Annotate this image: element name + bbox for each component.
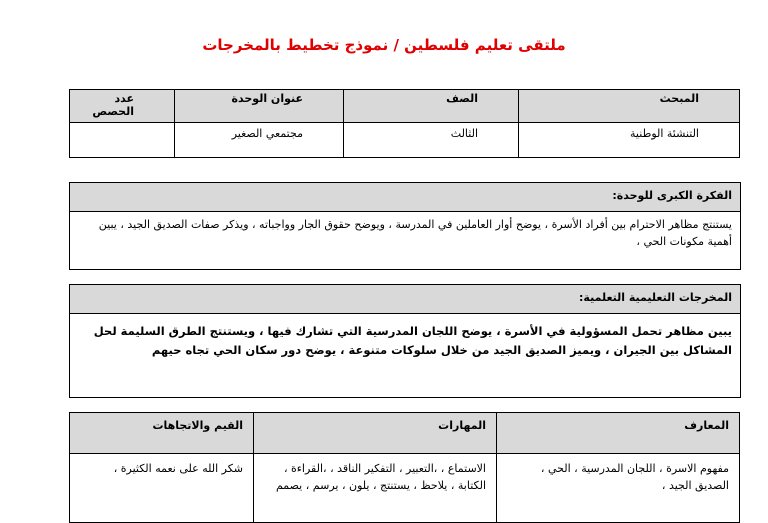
outcomes-text: يبين مظاهر تحمل المسؤولية في الأسرة ، يوضح اللجان المدرسية التي تشارك فيها ، ويستنتج الطرق السليمة لحل المشاكل بين الجيران ، ويميز الصديق الجيد من خلال سلوكات متنوعة ، يوضح دور سكان الحي تجاه حيهم bbox=[93, 324, 732, 357]
value-grade: الثالث bbox=[344, 123, 519, 158]
big-idea-text: يستنتج مظاهر الاحترام بين أفراد الأسرة ، يوضح أوار العاملين في المدرسة ، ويوضح حقوق الجار وواجباته ، ويذكر صفات الصديق الجيد ، يبين أهمية مكونات الحي ، bbox=[98, 218, 732, 248]
unit-info-table bbox=[69, 89, 740, 158]
value-unit-title: مجتمعي الصغير bbox=[175, 123, 344, 158]
outcomes-heading: المخرجات التعليمية التعلمية: bbox=[70, 285, 740, 314]
value-skills: الاستماع ، ،التعبير ، التفكير الناقد ، ،القراءة ، الكتابة ، يلاحظ ، يستنتج ، يلون ، يرسم ، يصمم bbox=[254, 454, 497, 523]
value-lesson-count bbox=[70, 123, 175, 158]
header-subject: المبحث bbox=[519, 90, 740, 123]
domains-table bbox=[69, 412, 740, 523]
big-idea-heading: الفكرة الكبرى للوحدة: bbox=[70, 183, 740, 212]
header-lesson-count: عدد الحصص bbox=[70, 90, 175, 123]
value-values: شكر الله على نعمه الكثيرة ، bbox=[70, 454, 254, 523]
header-grade: الصف bbox=[344, 90, 519, 123]
big-idea-box bbox=[69, 182, 741, 270]
page-title: ملتقى تعليم فلسطين / نموذج تخطيط بالمخرجات bbox=[202, 36, 566, 54]
outcomes-box bbox=[69, 284, 741, 398]
value-knowledge: مفهوم الاسرة ، اللجان المدرسية ، الحي ، الصديق الجيد ، bbox=[497, 454, 740, 523]
header-skills: المهارات bbox=[254, 413, 497, 454]
value-subject: التنشئة الوطنية bbox=[519, 123, 740, 158]
header-knowledge: المعارف bbox=[497, 413, 740, 454]
header-unit-title: عنوان الوحدة bbox=[175, 90, 344, 123]
header-values: القيم والاتجاهات bbox=[70, 413, 254, 454]
